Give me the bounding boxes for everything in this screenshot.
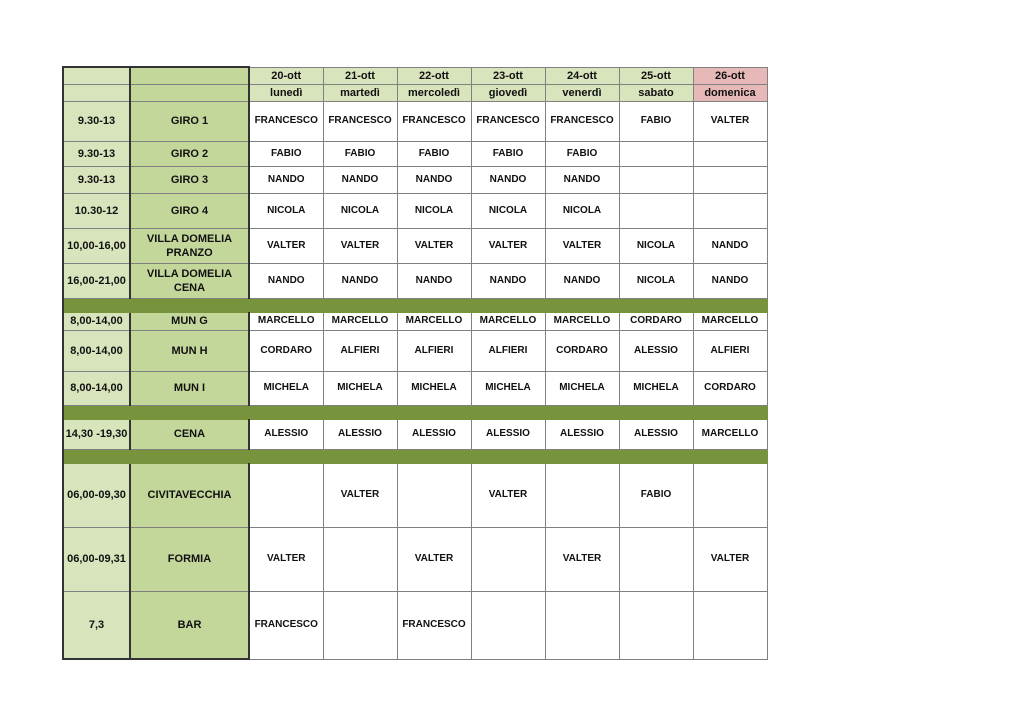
- separator-cell: [323, 449, 397, 463]
- assignment-cell: FRANCESCO: [249, 101, 323, 141]
- separator-cell: [249, 405, 323, 419]
- shift-name: MUN H: [130, 330, 249, 371]
- assignment-cell: NANDO: [397, 263, 471, 298]
- separator-cell: [471, 298, 545, 312]
- shift-schedule-table: [62, 66, 768, 660]
- separator-cell: [693, 298, 767, 312]
- shift-name: MUN G: [130, 312, 249, 330]
- weekday-cell: lunedì: [249, 84, 323, 101]
- assignment-cell: [471, 591, 545, 659]
- assignment-cell: ALESSIO: [619, 330, 693, 371]
- assignment-cell: CORDARO: [249, 330, 323, 371]
- shift-row: [63, 228, 767, 263]
- assignment-cell: MICHELA: [323, 371, 397, 405]
- shift-row: [63, 193, 767, 228]
- assignment-cell: ALFIERI: [693, 330, 767, 371]
- separator-cell: [130, 449, 249, 463]
- separator-cell: [545, 449, 619, 463]
- assignment-cell: [619, 591, 693, 659]
- assignment-cell: [693, 193, 767, 228]
- shift-name: CENA: [130, 419, 249, 449]
- assignment-cell: FABIO: [249, 141, 323, 166]
- assignment-cell: MICHELA: [545, 371, 619, 405]
- assignment-cell: NANDO: [249, 166, 323, 193]
- assignment-cell: VALTER: [545, 228, 619, 263]
- assignment-cell: VALTER: [693, 527, 767, 591]
- header-blank-time: [63, 84, 130, 101]
- assignment-cell: MICHELA: [471, 371, 545, 405]
- assignment-cell: MARCELLO: [323, 312, 397, 330]
- shift-time: 16,00-21,00: [63, 263, 130, 298]
- assignment-cell: NICOLA: [397, 193, 471, 228]
- assignment-cell: NICOLA: [619, 228, 693, 263]
- weekday-header-row: [63, 84, 767, 101]
- assignment-cell: FRANCESCO: [397, 591, 471, 659]
- assignment-cell: NANDO: [471, 263, 545, 298]
- assignment-cell: VALTER: [693, 101, 767, 141]
- date-cell: 26-ott: [693, 67, 767, 84]
- assignment-cell: CORDARO: [693, 371, 767, 405]
- shift-name: BAR: [130, 591, 249, 659]
- assignment-cell: FABIO: [471, 141, 545, 166]
- shift-time: 06,00-09,31: [63, 527, 130, 591]
- weekday-cell: domenica: [693, 84, 767, 101]
- separator-cell: [693, 405, 767, 419]
- assignment-cell: [397, 463, 471, 527]
- shift-time: 10.30-12: [63, 193, 130, 228]
- assignment-cell: ALFIERI: [397, 330, 471, 371]
- separator-cell: [397, 449, 471, 463]
- shift-time: 14,30 -19,30: [63, 419, 130, 449]
- assignment-cell: [619, 166, 693, 193]
- assignment-cell: NANDO: [323, 166, 397, 193]
- assignment-cell: VALTER: [323, 463, 397, 527]
- assignment-cell: ALESSIO: [471, 419, 545, 449]
- date-cell: 24-ott: [545, 67, 619, 84]
- assignment-cell: FRANCESCO: [323, 101, 397, 141]
- separator-cell: [619, 405, 693, 419]
- assignment-cell: NANDO: [545, 166, 619, 193]
- shift-time: 8,00-14,00: [63, 371, 130, 405]
- assignment-cell: [545, 463, 619, 527]
- assignment-cell: MARCELLO: [693, 419, 767, 449]
- assignment-cell: NICOLA: [545, 193, 619, 228]
- shift-time: 7,3: [63, 591, 130, 659]
- assignment-cell: VALTER: [249, 228, 323, 263]
- separator-cell: [130, 298, 249, 312]
- assignment-cell: FRANCESCO: [249, 591, 323, 659]
- assignment-cell: [693, 463, 767, 527]
- assignment-cell: MARCELLO: [471, 312, 545, 330]
- assignment-cell: [323, 591, 397, 659]
- assignment-cell: [323, 527, 397, 591]
- weekday-cell: giovedì: [471, 84, 545, 101]
- schedule-body: [63, 67, 767, 659]
- assignment-cell: NANDO: [471, 166, 545, 193]
- weekday-cell: mercoledì: [397, 84, 471, 101]
- assignment-cell: MARCELLO: [693, 312, 767, 330]
- weekday-cell: sabato: [619, 84, 693, 101]
- shift-name: VILLA DOMELIA CENA: [130, 263, 249, 298]
- shift-name: CIVITAVECCHIA: [130, 463, 249, 527]
- assignment-cell: [693, 591, 767, 659]
- shift-row: [63, 330, 767, 371]
- separator-cell: [249, 449, 323, 463]
- shift-row: [63, 591, 767, 659]
- shift-row: [63, 312, 767, 330]
- assignment-cell: MARCELLO: [249, 312, 323, 330]
- header-blank-name: [130, 84, 249, 101]
- assignment-cell: NANDO: [545, 263, 619, 298]
- date-header-row: [63, 67, 767, 84]
- date-cell: 25-ott: [619, 67, 693, 84]
- shift-name: MUN I: [130, 371, 249, 405]
- shift-row: [63, 166, 767, 193]
- weekday-cell: martedì: [323, 84, 397, 101]
- assignment-cell: FABIO: [619, 463, 693, 527]
- separator-cell: [249, 298, 323, 312]
- separator-row: [63, 405, 767, 419]
- assignment-cell: [249, 463, 323, 527]
- shift-row: [63, 371, 767, 405]
- assignment-cell: NANDO: [323, 263, 397, 298]
- assignment-cell: [693, 166, 767, 193]
- assignment-cell: FABIO: [545, 141, 619, 166]
- shift-time: 9.30-13: [63, 101, 130, 141]
- date-cell: 23-ott: [471, 67, 545, 84]
- assignment-cell: VALTER: [397, 527, 471, 591]
- shift-time: 06,00-09,30: [63, 463, 130, 527]
- date-cell: 21-ott: [323, 67, 397, 84]
- assignment-cell: VALTER: [471, 228, 545, 263]
- shift-row: [63, 463, 767, 527]
- separator-cell: [545, 298, 619, 312]
- assignment-cell: FABIO: [323, 141, 397, 166]
- assignment-cell: ALESSIO: [619, 419, 693, 449]
- separator-cell: [397, 405, 471, 419]
- weekday-cell: venerdì: [545, 84, 619, 101]
- assignment-cell: VALTER: [397, 228, 471, 263]
- separator-cell: [130, 405, 249, 419]
- separator-cell: [323, 405, 397, 419]
- separator-cell: [471, 405, 545, 419]
- separator-cell: [545, 405, 619, 419]
- shift-name: VILLA DOMELIA PRANZO: [130, 228, 249, 263]
- assignment-cell: MICHELA: [619, 371, 693, 405]
- separator-row: [63, 298, 767, 312]
- assignment-cell: MICHELA: [397, 371, 471, 405]
- shift-time: 10,00-16,00: [63, 228, 130, 263]
- assignment-cell: CORDARO: [545, 330, 619, 371]
- separator-cell: [63, 405, 130, 419]
- assignment-cell: MICHELA: [249, 371, 323, 405]
- assignment-cell: VALTER: [323, 228, 397, 263]
- separator-cell: [323, 298, 397, 312]
- assignment-cell: ALESSIO: [397, 419, 471, 449]
- shift-time: 8,00-14,00: [63, 312, 130, 330]
- shift-name: GIRO 3: [130, 166, 249, 193]
- shift-time: 8,00-14,00: [63, 330, 130, 371]
- assignment-cell: [619, 141, 693, 166]
- separator-cell: [471, 449, 545, 463]
- assignment-cell: MARCELLO: [545, 312, 619, 330]
- separator-cell: [63, 298, 130, 312]
- assignment-cell: [693, 141, 767, 166]
- header-blank-name: [130, 67, 249, 84]
- shift-name: FORMIA: [130, 527, 249, 591]
- date-cell: 22-ott: [397, 67, 471, 84]
- assignment-cell: FABIO: [397, 141, 471, 166]
- assignment-cell: NANDO: [693, 263, 767, 298]
- shift-time: 9.30-13: [63, 141, 130, 166]
- shift-row: [63, 263, 767, 298]
- assignment-cell: [619, 527, 693, 591]
- assignment-cell: ALESSIO: [545, 419, 619, 449]
- shift-name: GIRO 2: [130, 141, 249, 166]
- separator-row: [63, 449, 767, 463]
- header-blank-time: [63, 67, 130, 84]
- separator-cell: [63, 449, 130, 463]
- assignment-cell: NICOLA: [249, 193, 323, 228]
- assignment-cell: VALTER: [471, 463, 545, 527]
- assignment-cell: NANDO: [693, 228, 767, 263]
- separator-cell: [619, 298, 693, 312]
- assignment-cell: FRANCESCO: [545, 101, 619, 141]
- assignment-cell: FRANCESCO: [397, 101, 471, 141]
- assignment-cell: FRANCESCO: [471, 101, 545, 141]
- assignment-cell: CORDARO: [619, 312, 693, 330]
- assignment-cell: ALESSIO: [249, 419, 323, 449]
- separator-cell: [397, 298, 471, 312]
- shift-time: 9.30-13: [63, 166, 130, 193]
- assignment-cell: [471, 527, 545, 591]
- date-cell: 20-ott: [249, 67, 323, 84]
- shift-row: [63, 419, 767, 449]
- assignment-cell: FABIO: [619, 101, 693, 141]
- assignment-cell: ALFIERI: [471, 330, 545, 371]
- assignment-cell: ALESSIO: [323, 419, 397, 449]
- shift-row: [63, 101, 767, 141]
- assignment-cell: NICOLA: [619, 263, 693, 298]
- assignment-cell: NANDO: [249, 263, 323, 298]
- shift-name: GIRO 4: [130, 193, 249, 228]
- assignment-cell: VALTER: [249, 527, 323, 591]
- assignment-cell: [545, 591, 619, 659]
- separator-cell: [693, 449, 767, 463]
- assignment-cell: [619, 193, 693, 228]
- shift-row: [63, 141, 767, 166]
- assignment-cell: NICOLA: [323, 193, 397, 228]
- separator-cell: [619, 449, 693, 463]
- shift-name: GIRO 1: [130, 101, 249, 141]
- assignment-cell: ALFIERI: [323, 330, 397, 371]
- shift-row: [63, 527, 767, 591]
- assignment-cell: NICOLA: [471, 193, 545, 228]
- assignment-cell: VALTER: [545, 527, 619, 591]
- assignment-cell: NANDO: [397, 166, 471, 193]
- assignment-cell: MARCELLO: [397, 312, 471, 330]
